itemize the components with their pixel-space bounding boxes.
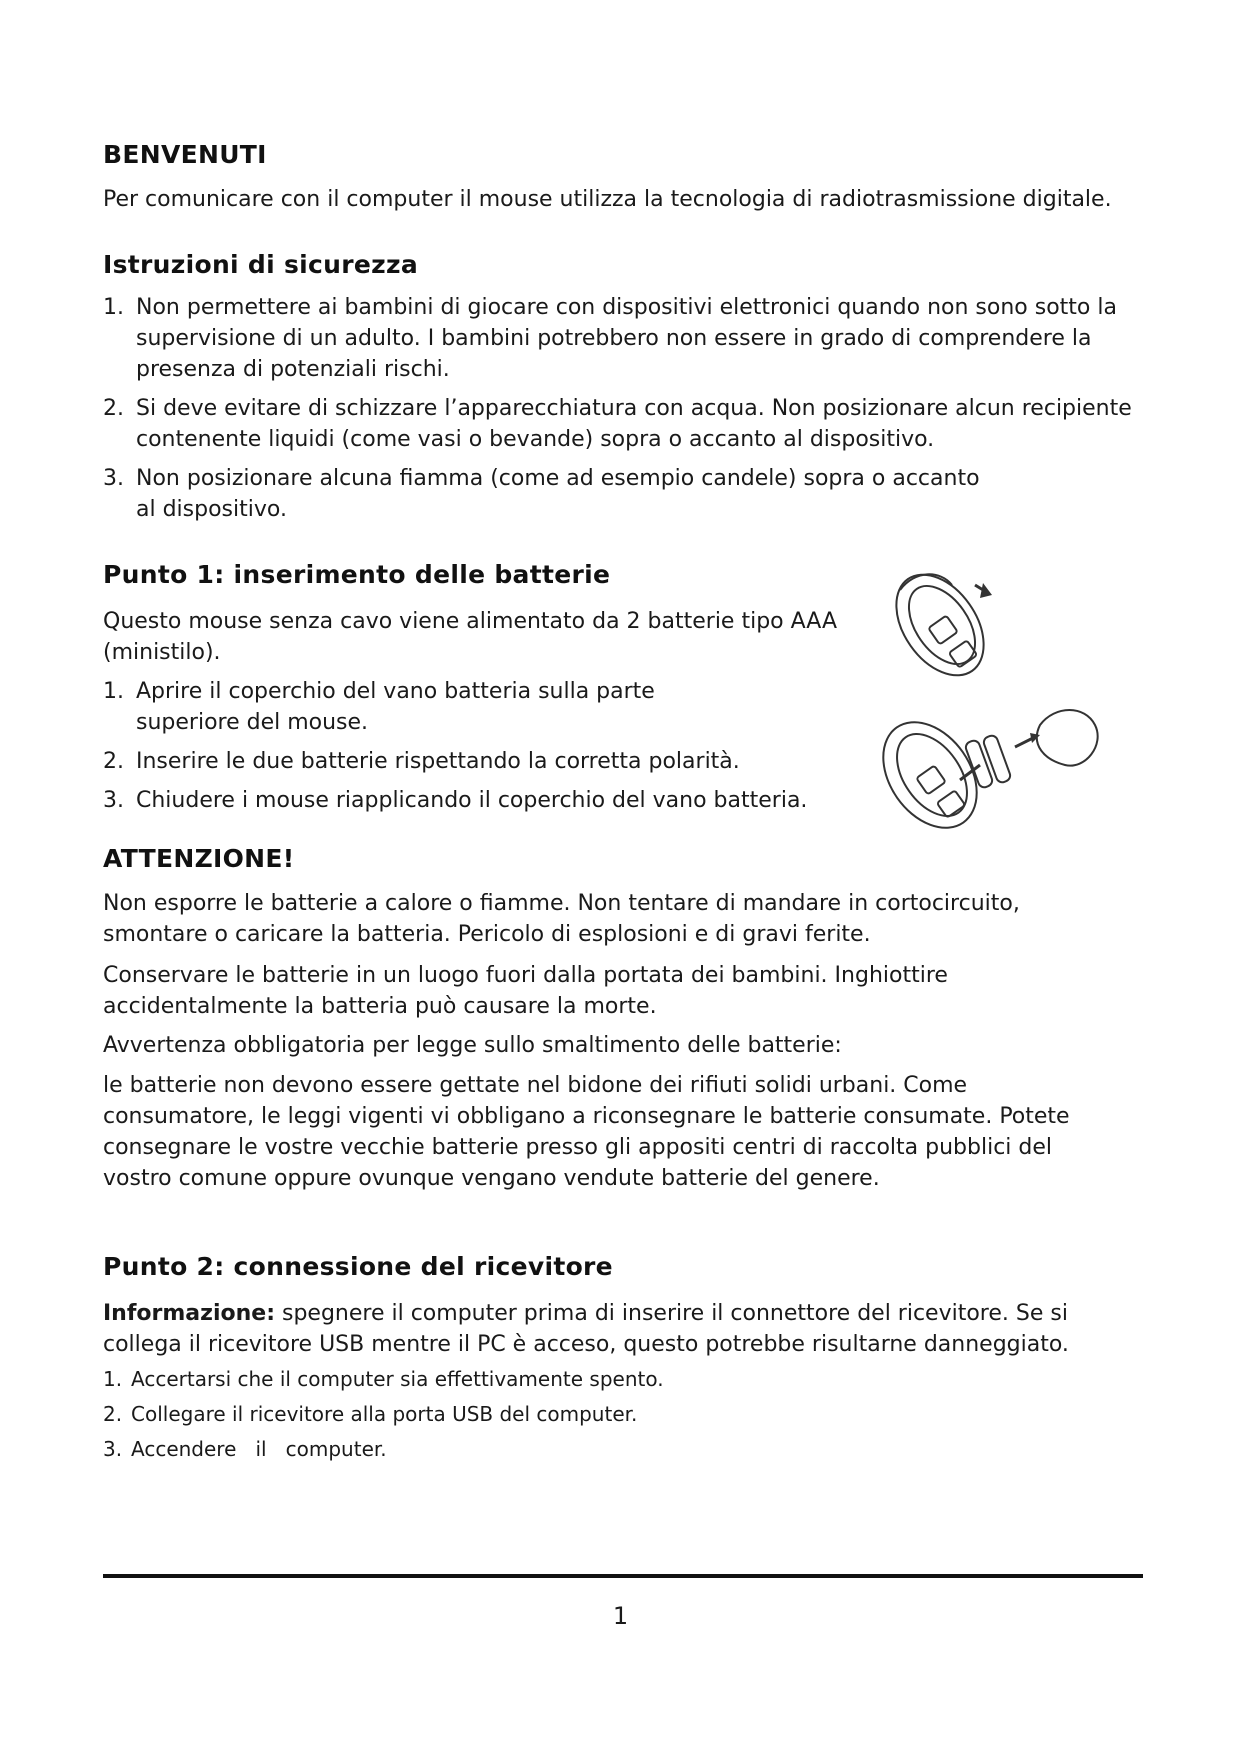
safety-heading: Istruzioni di sicurezza [103,250,419,279]
list-number: 2. [103,749,124,774]
list-item [103,463,1143,525]
step1-list [103,676,843,816]
warning-heading: ATTENZIONE! [103,844,295,873]
list-text: Chiudere i mouse riapplicando il coperchio del vano batteria. [136,788,808,813]
list-item [103,676,843,738]
step1-heading: Punto 1: inserimento delle batterie [103,560,611,589]
list-text: Collegare il ricevitore alla porta USB del computer. [131,1402,638,1426]
list-number: 1. [103,679,124,704]
list-text: Inserire le due batterie rispettando la corretta polarità. [136,749,740,774]
list-number: 2. [103,1402,123,1426]
step2-heading: Punto 2: connessione del ricevitore [103,1252,613,1281]
list-number: 3. [103,466,124,491]
list-text: Aprire il coperchio del vano batteria sulla parte superiore del mouse. [136,679,655,735]
step2-list [103,1362,664,1467]
warning-paragraph: Avvertenza obbligatoria per legge sullo smaltimento delle batterie: [103,1033,842,1058]
list-item [103,746,843,777]
page-number: 1 [612,1602,629,1630]
welcome-heading: BENVENUTI [103,140,267,169]
list-item [103,785,843,816]
list-text: Accendere il computer. [131,1437,387,1461]
list-text: Accertarsi che il computer sia effettivamente spento. [131,1367,664,1391]
list-item [103,1362,664,1397]
warning-paragraph: Conservare le batterie in un luogo fuori dalla portata dei bambini. Inghiottire accidentalmente la batteria può causare la morte. [103,963,948,1019]
welcome-text: Per comunicare con il computer il mouse utilizza la tecnologia di radiotrasmissione digitale. [103,187,1112,212]
list-number: 1. [103,1367,123,1391]
info-label: Informazione: [103,1301,275,1326]
list-item [103,1432,664,1467]
warning-paragraph: Non esporre le batterie a calore o fiamme. Non tentare di mandare in cortocircuito, smontare o caricare la batteria. Pericolo di esplosioni e di gravi ferite. [103,891,1020,947]
list-text: Non posizionare alcuna fiamma (come ad esempio candele) sopra o accanto al dispositivo. [136,466,980,522]
battery-cover-outline [1037,710,1098,766]
footer-divider [103,1574,1143,1578]
list-text: Non permettere ai bambini di giocare con dispositivi elettronici quando non sono sotto la supervisione di un adulto. I bambini potrebbero non essere in grado di comprendere la presenza di potenziali rischi. [136,295,1117,382]
safety-list [103,292,1143,525]
list-item [103,292,1143,385]
list-item [103,1397,664,1432]
list-number: 3. [103,788,124,813]
list-text: Si deve evitare di schizzare l’apparecchiatura con acqua. Non posizionare alcun recipiente contenente liquidi (come vasi o bevande) sopra o accanto al dispositivo. [136,396,1132,452]
list-item [103,393,1143,455]
list-number: 3. [103,1437,123,1461]
list-number: 2. [103,396,124,421]
step1-intro: Questo mouse senza cavo viene alimentato da 2 batterie tipo AAA (ministilo). [103,609,837,665]
mouse-body-outline [880,705,996,846]
battery-shape [982,734,1012,784]
info-text: spegnere il computer prima di inserire il connettore del ricevitore. Se si collega il ricevitore USB mentre il PC è acceso, questo potrebbe risultarne danneggiato. [103,1301,1069,1357]
warning-paragraph: le batterie non devono essere gettate nel bidone dei rifiuti solidi urbani. Come consumatore, le leggi vigenti vi obbligano a riconsegnare le batterie consumate. Potete consegnare le vostre vecchie batterie presso gli appositi centri di raccolta pubblici del vostro comune oppure ovunque vengano vendute batterie del genere. [103,1073,1070,1191]
list-number: 1. [103,295,124,320]
battery-installation-illustration [880,565,1140,855]
step2-info [103,1298,1113,1360]
